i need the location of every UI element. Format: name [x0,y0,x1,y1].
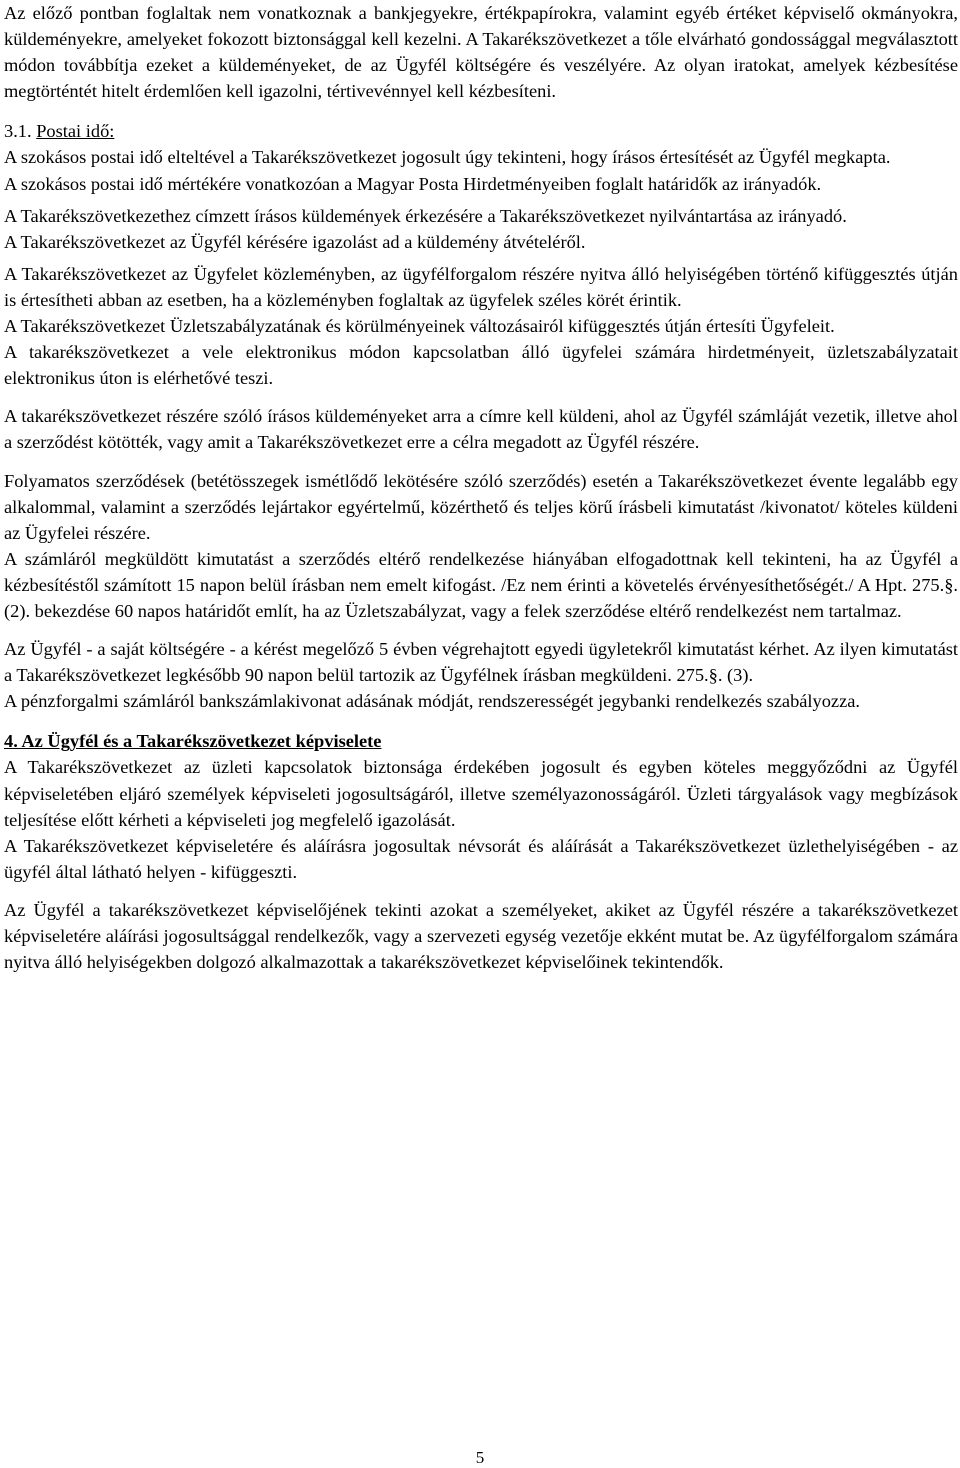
page-number: 5 [475,1448,485,1467]
paragraph-postai-ido-2: A szokásos postai idő mértékére vonatkozóan a Magyar Posta Hirdetményeiben foglalt határidők az irányadók. [4,173,822,194]
section-title-postai-ido: Postai idő: [36,121,115,142]
section-4-heading: 4. Az Ügyfél és a Takarékszövetkezet képviselete [4,731,382,752]
paragraph-cim: A takarékszövetkezet részére szóló írásos küldeményeket arra a címre kell küldeni, ahol az Ügyfél számláját vezetik, illetve ahol a szerződést kötötték, vagy amit a Takarékszövetkezet erre a célra megadott az Ügyfél részére. [4,406,958,453]
paragraph-uzletszabalyzat: A Takarékszövetkezet Üzletszabályzatának és körülményeinek változásairól kifüggesztés útján értesíti Ügyfeleit. [4,316,835,337]
paragraph-kepviselet-3: Az Ügyfél a takarékszövetkezet képviselőjének tekinti azokat a személyeket, akiket az Ügyfél részére a takarékszövetkezet képviseletére aláírási jogosultsággal rendelkezők, vagy a szervezeti egység vezetője ekként mutat be. Az ügyfélforgalom számára nyitva álló helyiségekben dolgozó alkalmazottak a takarékszövetkezet képviselőinek tekintendők. [4,899,958,973]
document-page [4,0,958,975]
paragraph-special-items: Az előző pontban foglaltak nem vonatkoznak a bankjegyekre, értékpapírokra, valamint egyéb értéket képviselő okmányokra, küldeményekre, amelyeket fokozott biztonsággal kell kezelni. A Takarékszövetkezet a tőle elvárható gondossággal megválasztott módon továbbítja ezeket a küldeményeket, de az Ügyfél költségére és veszélyére. Az olyan iratokat, amelyek kézbesítése megtörténtét hitelt érdemlően kell igazolni, tértivevénnyel kell kézbesíteni. [4,3,958,102]
paragraph-postai-ido-1: A szokásos postai idő elteltével a Takarékszövetkezet jogosult úgy tekinteni, hogy írásos értesítését az Ügyfél megkapta. [4,147,891,168]
paragraph-igazolas: A Takarékszövetkezet az Ügyfél kérésére igazolást ad a küldemény átvételéről. [4,231,586,252]
paragraph-kepviselet-2: A Takarékszövetkezet képviseletére és aláírásra jogosultak névsorát és aláírását a Takarékszövetkezet üzlethelyiségében - az ügyfél által látható helyen - kifüggeszti. [4,835,958,882]
section-number: 3.1. [4,121,32,142]
paragraph-bankszamlakivonat: A pénzforgalmi számláról bankszámlakivonat adásának módját, rendszerességét jegybanki rendelkezés szabályozza. [4,691,861,712]
section-3-1-block [4,118,958,144]
paragraph-egyedi-ugyletek: Az Ügyfél - a saját költségére - a kérést megelőző 5 évben végrehajtott egyedi ügyletekről kimutatást kérhet. Az ilyen kimutatást a Takarékszövetkezet legkésőbb 90 napon belül tartozik az Ügyfélnek írásban megküldeni. 275.§. (3). [4,639,958,686]
paragraph-folyamatos-szerzodesek: Folyamatos szerződések (betétösszegek ismétlődő lekötésére szóló szerződés) esetén a Takarékszövetkezet évente legalább egy alkalommal, valamint a szerződés lejártakor egyértelmű, közérthető és teljes körű írásbeli kimutatást /kivonatot/ köteles küldeni az Ügyfelei részére. [4,470,958,543]
paragraph-kozlemeny: A Takarékszövetkezet az Ügyfelet közleményben, az ügyfélforgalom részére nyitva álló helyiségében történő kifüggesztés útján is értesítheti abban az esetben, ha a közleményben foglaltak az ügyfelek széles körét érintik. [4,263,958,310]
paragraph-erkezes: A Takarékszövetkezethez címzett írásos küldemények érkezésére a Takarékszövetkezet nyilvántartása az irányadó. [4,205,847,226]
paragraph-elektronikus: A takarékszövetkezet a vele elektronikus módon kapcsolatban álló ügyfelei számára hirdetményeit, üzletszabályzatait elektronikus úton is elérhetővé teszi. [4,342,958,389]
paragraph-kimutatas-elfogadas: A számláról megküldött kimutatást a szerződés eltérő rendelkezése hiányában elfogadottnak kell tekinteni, ha az Ügyfél a kézbesítéstől számított 15 napon belül írásban nem emelt kifogást. /Ez nem érinti a követelés érvényesíthetőségét./ A Hpt. 275.§. (2). bekezdése 60 napos határidőt említ, ha az Üzletszabályzat, vagy a felek szerződése eltérő rendelkezést nem tartalmaz. [4,548,958,621]
paragraph-kepviselet-1: A Takarékszövetkezet az üzleti kapcsolatok biztonsága érdekében jogosult és egyben köteles meggyőződni az Ügyfél képviseletében eljáró személyek képviseleti jogosultságáról, illetve személyazonosságáról. Üzleti tárgyalások vagy megbízások teljesítése előtt kérheti a képviseleti jog megfelelő igazolását. [4,757,958,830]
